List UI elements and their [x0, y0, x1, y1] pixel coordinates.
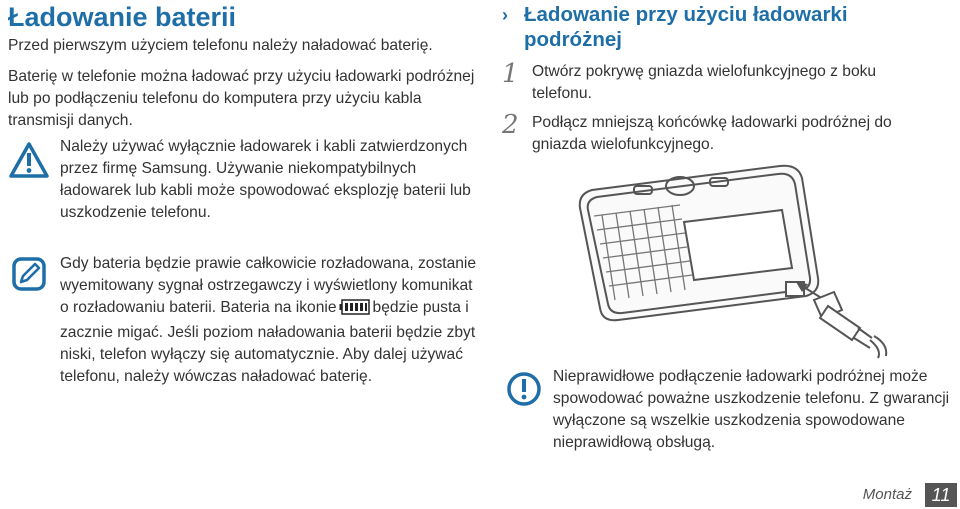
step-item — [502, 112, 922, 156]
step-item — [502, 61, 922, 105]
footer-section-label: Montaż — [862, 486, 912, 503]
warning-text: Należy używać wyłącznie ładowarek i kabli zatwierdzonych przez firmę Samsung. Używanie niekompatybilnych ładowarek lub kabli może spowodować eksplozję baterii lub uszkodzenie telefonu. — [60, 138, 471, 221]
section-heading — [502, 2, 944, 52]
battery-icon — [339, 299, 371, 322]
note-pencil-icon — [10, 255, 48, 293]
page-title: Ładowanie baterii — [8, 2, 237, 32]
caution-text: Nieprawidłowe podłączenie ładowarki podróżnej może spowodować poważne uszkodzenie telefonu. Z gwarancji wyłączone są wszelkie uszkodzenia spowodowane nieprawidłową obsługą. — [553, 368, 950, 451]
caution-exclamation-icon — [506, 371, 542, 407]
chevron-right-icon: › — [502, 5, 508, 25]
step-text: Otwórz pokrywę gniazda wielofunkcyjnego z boku telefonu. — [532, 63, 877, 102]
phone-charging-illustration — [570, 160, 910, 360]
intro-paragraph: Przed pierwszym użyciem telefonu należy naładować baterię. — [8, 37, 433, 54]
charging-methods-paragraph: Baterię w telefonie można ładować przy użyciu ładowarki podróżnej lub po podłączeniu telefonu do komputera przy użyciu kabla transmisji danych. — [8, 68, 475, 129]
note-text-part1: Gdy bateria będzie prawie całkowicie rozładowana, zostanie wyemitowany sygnał ostrzegawczy i wyświetlony komunikat o rozładowaniu baterii. Bateria na ikonie — [60, 255, 477, 316]
page-number: 11 — [925, 483, 957, 507]
note-text — [60, 253, 480, 388]
warning-triangle-icon — [8, 141, 50, 179]
section-title: Ładowanie przy użyciu ładowarki podróżnej — [524, 3, 848, 51]
step-number: 1 — [502, 59, 519, 89]
step-number: 2 — [502, 110, 519, 140]
note-text-part2: będzie pusta i zacznie migać. Jeśli poziom naładowania baterii będzie zbyt niski, telefon wyłączy się automatycznie. Aby dalej używać telefonu, należy wówczas naładować baterię. — [60, 299, 476, 385]
step-text: Podłącz mniejszą końcówkę ładowarki podróżnej do gniazda wielofunkcyjnego. — [532, 114, 892, 153]
